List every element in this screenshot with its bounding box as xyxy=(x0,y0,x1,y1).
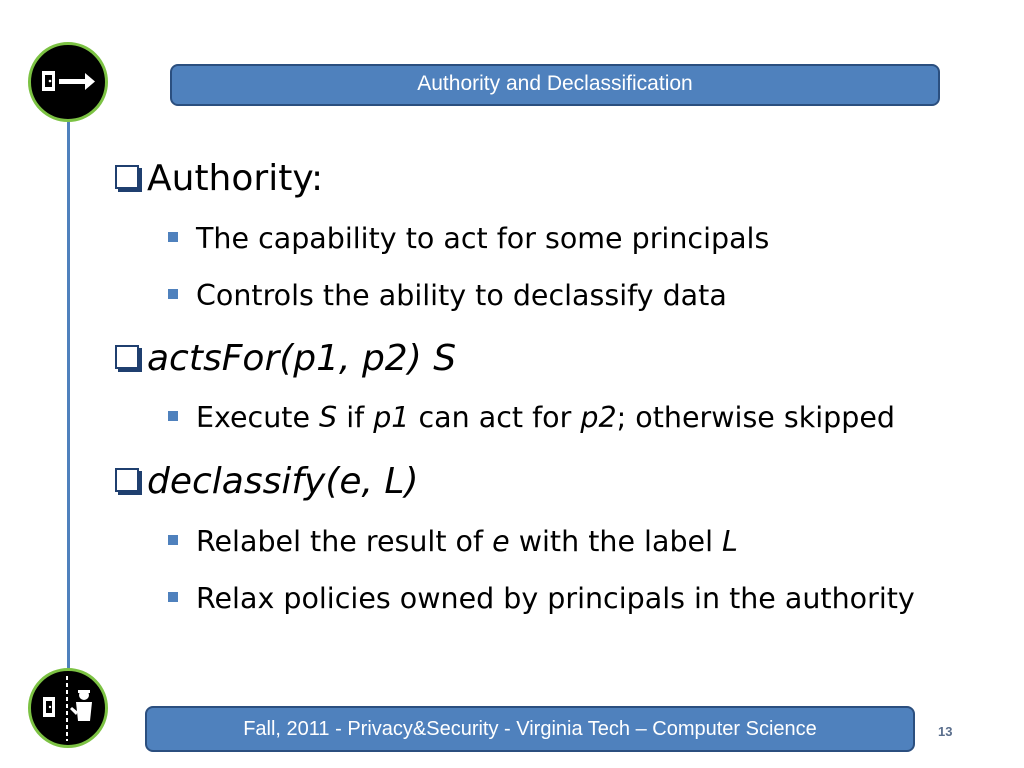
bullet-level-2 xyxy=(168,401,895,434)
bullet-level-2 xyxy=(168,279,727,312)
bullet-text: L xyxy=(722,525,738,558)
bullet-level-1 xyxy=(115,158,323,199)
checkbox-bullet-icon xyxy=(115,345,139,369)
bullet-text: p1 xyxy=(373,401,410,434)
bullet-text: declassify(e, L) xyxy=(147,461,419,502)
page-number: 13 xyxy=(938,724,953,739)
bullet-text: ; otherwise skipped xyxy=(616,401,895,434)
checkbox-bullet-icon xyxy=(115,468,139,492)
bullet-text: with the label xyxy=(509,525,723,558)
slide-title: Authority and Declassification xyxy=(170,64,940,106)
bullet-level-1 xyxy=(115,338,456,379)
bullet-text: e xyxy=(492,525,510,558)
bullet-level-2 xyxy=(168,525,738,558)
square-bullet-icon xyxy=(168,535,178,545)
bullet-text: can act for xyxy=(409,401,581,434)
door-guard-icon xyxy=(28,668,108,748)
checkbox-bullet-icon xyxy=(115,165,139,189)
bullet-text: Controls the ability to declassify data xyxy=(196,279,727,312)
square-bullet-icon xyxy=(168,411,178,421)
square-bullet-icon xyxy=(168,289,178,299)
bullet-text: if xyxy=(337,401,374,434)
footer: Fall, 2011 - Privacy&Security - Virginia Tech – Computer Science xyxy=(145,706,915,752)
bullet-level-2 xyxy=(168,222,769,255)
square-bullet-icon xyxy=(168,232,178,242)
bullet-text: p2 xyxy=(580,401,617,434)
bullet-text: Authority: xyxy=(147,158,324,199)
bullet-text: S xyxy=(319,401,338,434)
bullet-text: actsFor(p1, p2) S xyxy=(147,338,457,379)
bullet-level-2 xyxy=(168,582,915,615)
bullet-level-1 xyxy=(115,461,419,502)
bullet-text: Relabel the result of xyxy=(196,525,493,558)
bullet-text: Relax policies owned by principals in the authority xyxy=(196,582,915,615)
bullet-text: Execute xyxy=(196,401,320,434)
bullet-text: The capability to act for some principals xyxy=(196,222,770,255)
square-bullet-icon xyxy=(168,592,178,602)
